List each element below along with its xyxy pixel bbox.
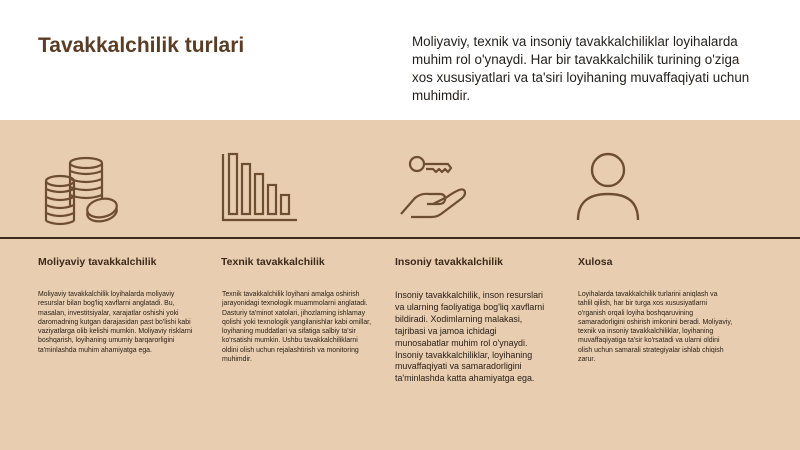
hand-key-icon	[397, 152, 469, 224]
person-icon	[574, 152, 646, 224]
column-text-moliyaviy: Moliyaviy tavakkalchilik loyihalarda moliyaviy resurslar bilan bog'liq xavflarni anglatadi. Bu, masalan, investitsiyalar, xarajatlar oshishi yoki daromadning kutgan darajasidan past bo'lishi kabi vaziyatlarga olib kelishi mumkin. Moliyaviy risklarni boshqarish, loyihaning umumiy barqarorligini ta'minlashda muhim ahamiyatga ega.	[38, 291, 193, 354]
column-title-xulosa: Xulosa	[578, 256, 613, 268]
page-title: Tavakkalchilik turlari	[38, 34, 245, 57]
column-text-xulosa: Loyihalarda tavakkalchilik turlarini aniqlash va tahlil qilish, har bir turga xos xususiyatlarni o'rganish orqali loyiha boshqaruvining samaradorligini oshirish imkonini beradi. Moliyaviy, texnik va insoniy tavakkalchiliklar, loyihaning muvaffaqiyatiga ta'sir ko'rsatadi va ularni oldini olish uchun samarali strategiyalar ishlab chiqish zarur.	[578, 291, 733, 364]
section-divider	[0, 237, 800, 239]
column-title-texnik: Texnik tavakkalchilik	[221, 256, 325, 268]
column-text-insoniy: Insoniy tavakkalchilik, inson resurslari va ularning faoliyatiga bog'liq xavflarni bildiradi. Xodimlarning malakasi, tajribasi va jamoa ichidagi munosabatlar muhim rol o'ynaydi. Insoniy tavakkalchiliklar, loyihaning muvaffaqiyati va samaradorligini ta'minlashda katta ahamiyatga ega.	[395, 290, 545, 384]
column-title-insoniy: Insoniy tavakkalchilik	[395, 256, 503, 268]
coins-icon	[42, 155, 122, 227]
column-title-moliyaviy: Moliyaviy tavakkalchilik	[38, 256, 157, 268]
column-text-texnik: Texnik tavakkalchilik loyihani amalga oshirish jarayonidagi texnologik muammolarni anglatadi. Dasturiy ta'minot xatolari, jihozlarning ishlamay qolishi yoki texnologik yangilanishlar kabi omillar, loyihaning muddatlari va sifatiga salbiy ta'sir ko'rsatishi mumkin. Ushbu tavakkalchiliklarni oldini olish uchun rejalashtirish va monitoring muhimdir.	[222, 291, 371, 364]
bar-chart-icon	[220, 152, 300, 224]
header-section	[0, 0, 800, 120]
intro-paragraph: Moliyaviy, texnik va insoniy tavakkalchiliklar loyihalarda muhim rol o'ynaydi. Har bir tavakkalchilik turining o'ziga xos xususiyatlari va ta'siri loyihaning muvaffaqiyati uchun muhimdir.	[412, 34, 750, 103]
